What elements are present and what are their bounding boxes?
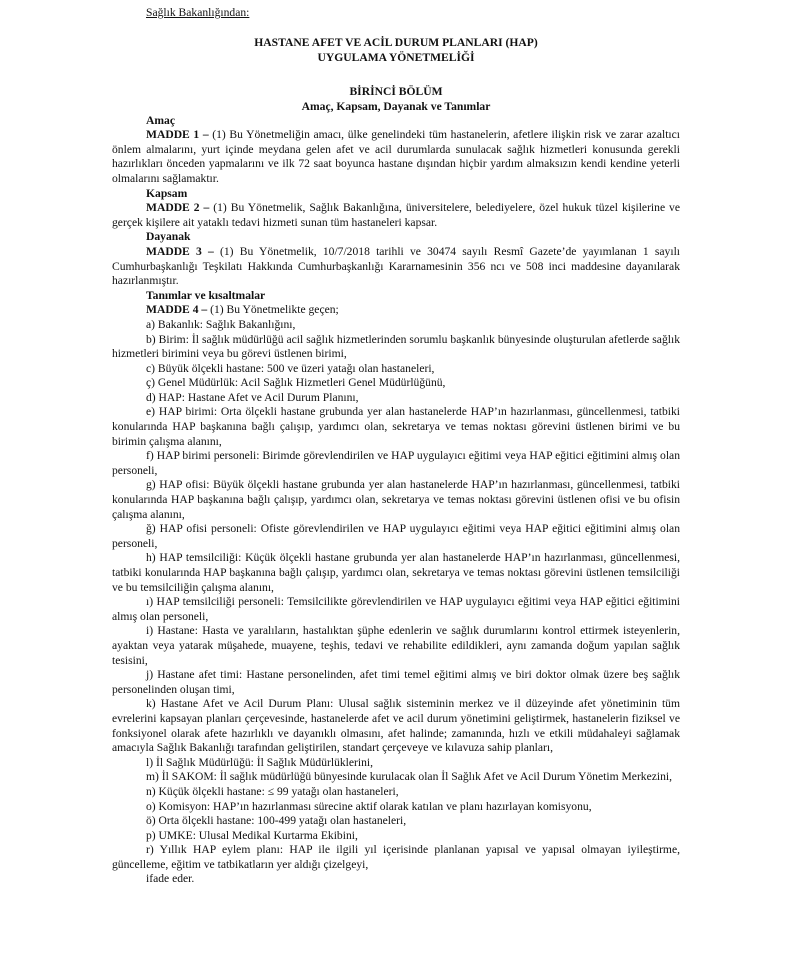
article-text: (1) Bu Yönetmelik, Sağlık Bakanlığına, üniversitelere, belediyelere, özel hukuk tüzel kişilerine ve gerçek kişilere ait yataklı tedavi hizmeti sunan tüm hastaneleri kapsar.: [112, 201, 680, 229]
definition-item: h) HAP temsilciliği: Küçük ölçekli hastane grubunda yer alan hastanelerde HAP’ın hazırlanması, güncellenmesi, tatbiki konularında HAP başkanına bağlı çalışıp, yardımcı olan, sekretarya ve temas noktası görevini üstlenen temsilciliği ve bu temsilciliğin çalışma alanını,: [112, 551, 680, 594]
definition-item: a) Bakanlık: Sağlık Bakanlığını,: [146, 317, 296, 331]
section-heading: Tanımlar ve kısaltmalar: [146, 288, 266, 302]
section-amac: [112, 114, 680, 187]
section-tanimlar: [112, 289, 680, 318]
article-paragraph: [112, 245, 680, 289]
definition-item: e) HAP birimi: Orta ölçekli hastane grubunda yer alan hastanelerde HAP’ın hazırlanması, güncellenmesi, tatbiki konularında HAP başkanına bağlı çalışıp, yardımcı olan, sekretarya ve temas noktası görevini üstlenen birimi ve bu birimin çalışma alanını,: [112, 405, 680, 448]
definition-item: f) HAP birimi personeli: Birimde görevlendirilen ve HAP uygulayıcı eğitimi veya HAP eğitici eğitimini almış olan personeli,: [112, 449, 680, 477]
section-kapsam: [112, 187, 680, 231]
definition-item: i) Hastane: Hasta ve yaralıların, hastalıktan şüphe edenlerin ve sağlık durumlarını kontrol ettirmek isteyenlerin, ayaktan veya yatarak müşahede, muayene, teşhis, tedavi ve rehabilite edildikleri, aynı zamanda doğum yapılan sağlık tesisini,: [112, 624, 680, 667]
definition-item: o) Komisyon: HAP’ın hazırlanması sürecine aktif olarak katılan ve planı hazırlayan komisyonu,: [146, 799, 592, 813]
section-dayanak: [112, 230, 680, 288]
definition-item: d) HAP: Hastane Afet ve Acil Durum Planını,: [146, 390, 359, 404]
definition-item: g) HAP ofisi: Büyük ölçekli hastane grubunda yer alan hastanelerde HAP’ın hazırlanması, güncellenmesi, tatbiki konularında HAP başkanına bağlı çalışıp, yardımcı olan, sekretarya ve temas noktası görevini üstlenen ofisi ve bu ofisin çalışma alanını,: [112, 478, 680, 521]
article-number: MADDE 1 –: [146, 128, 209, 142]
definitions-list: [112, 318, 680, 873]
section-heading: Amaç: [146, 113, 175, 127]
definition-item: m) İl SAKOM: İl sağlık müdürlüğü bünyesinde kurulacak olan İl Sağlık Afet ve Acil Durum Yönetim Merkezini,: [146, 770, 673, 784]
definition-item: b) Birim: İl sağlık müdürlüğü acil sağlık hizmetlerinden sorumlu başkanlık bünyesinde oluşturulan afetlerde sağlık hizmetleri birimini veya bu görevi üstlenen birimi,: [112, 332, 680, 361]
article-number: MADDE 3 –: [146, 244, 214, 258]
section-heading: Dayanak: [146, 230, 191, 244]
definition-item: n) Küçük ölçekli hastane: ≤ 99 yatağı olan hastaneleri,: [146, 784, 399, 798]
definition-item: ı) HAP temsilciliği personeli: Temsilcilikte görevlendirilen ve HAP uygulayıcı eğitimi veya HAP eğitici eğitimini almış olan personeli,: [112, 595, 680, 623]
article-number: MADDE 4 –: [146, 303, 208, 317]
section-heading: Kapsam: [146, 186, 188, 200]
definition-item: p) UMKE: Ulusal Medikal Kurtarma Ekibini,: [146, 828, 358, 842]
definition-item: ö) Orta ölçekli hastane: 100-499 yatağı olan hastaneleri,: [146, 814, 407, 828]
article-text: (1) Bu Yönetmelikte geçen;: [207, 303, 339, 317]
definition-item: c) Büyük ölçekli hastane: 500 ve üzeri yatağı olan hastaneleri,: [146, 361, 435, 375]
title-line: UYGULAMA YÖNETMELİĞİ: [317, 50, 475, 64]
chapter-number: BİRİNCİ BÖLÜM: [349, 84, 443, 98]
definition-item: ğ) HAP ofisi personeli: Ofiste görevlendirilen ve HAP uygulayıcı eğitimi veya HAP eğitici eğitimini almış olan personeli,: [112, 522, 680, 550]
definition-item: k) Hastane Afet ve Acil Durum Planı: Ulusal sağlık sisteminin merkez ve il düzeyinde afet yönetiminin tüm evrelerini kapsayan planları çerçevesinde, hastanelerde afet ve acil durum yönetimini geliştirmek, hastanelerin fiziksel ve fonksiyonel olarak afete hazırlıklı ve dayanıklı olmasını, afet halinde; zamanında, hızlı ve etkili müdahaleyi sağlamak amacıyla Sağlık Bakanlığı tarafından geliştirilen, standart çerçeveye ve kılavuza sahip planları,: [112, 697, 680, 755]
article-number: MADDE 2 –: [146, 201, 210, 215]
closing-line: ifade eder.: [146, 872, 195, 886]
definition-item: j) Hastane afet timi: Hastane personelinden, afet timi temel eğitimi almış ve biri doktor olmak üzere beş sağlık personelinden oluşan timi,: [112, 668, 680, 696]
document-title: [112, 35, 680, 65]
page-body: [112, 6, 680, 887]
article-text: (1) Bu Yönetmelik, 10/7/2018 tarihli ve 30474 sayılı Resmî Gazete’de yayımlanan 1 sayılı Cumhurbaşkanlığı Teşkilatı Hakkında Cumhurbaşkanlığı Kararnamesinin 356 ncı ve 508 inci maddesine dayanılarak hazırlanmıştır.: [112, 244, 681, 288]
article-paragraph: [112, 128, 680, 186]
definition-item: l) İl Sağlık Müdürlüğü: İl Sağlık Müdürlüklerini,: [146, 755, 374, 769]
definition-item: r) Yıllık HAP eylem planı: HAP ile ilgili yıl içerisinde planlanan yapısal ve yapısal olmayan iyileştirme, güncelleme, eğitim ve tatbikatların yer aldığı çizelgeyi,: [112, 843, 680, 871]
definition-item: ç) Genel Müdürlük: Acil Sağlık Hizmetleri Genel Müdürlüğünü,: [146, 376, 446, 390]
chapter-subtitle: Amaç, Kapsam, Dayanak ve Tanımlar: [301, 99, 491, 113]
chapter-heading: [112, 84, 680, 114]
title-line: HASTANE AFET VE ACİL DURUM PLANLARI (HAP): [254, 35, 538, 49]
source-line: Sağlık Bakanlığından:: [146, 6, 250, 19]
article-paragraph: [112, 303, 680, 318]
article-text: (1) Bu Yönetmeliğin amacı, ülke genelindeki tüm hastanelerin, afetlere ilişkin risk ve zarar azaltıcı önlem almalarını, yurt içinde meydana gelen afet ve acil durumlarda sunulacak sağlık hizmetleri konusunda gerekli hazırlıkları önceden yapmalarını ve ilk 72 saat boyunca hastane dışından hiçbir yardım almaksızın kendi kendine yeterli olmalarını sağlamaktır.: [112, 128, 680, 185]
article-paragraph: [112, 201, 680, 230]
